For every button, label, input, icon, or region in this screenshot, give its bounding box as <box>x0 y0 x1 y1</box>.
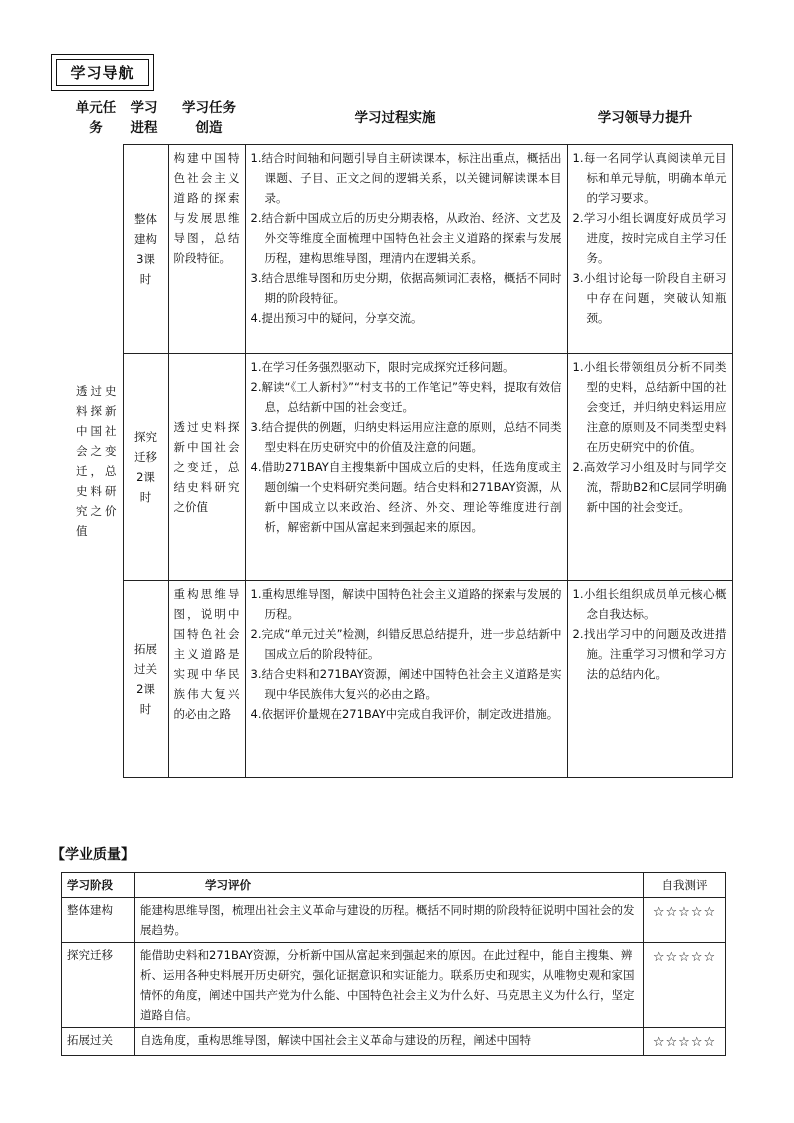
process-item: 4.依据评价量规在271BAY中完成自我评价，制定改进措施。 <box>250 707 559 721</box>
section-badge <box>51 54 154 91</box>
stage-cell: 拓展过关2课时 <box>123 581 168 778</box>
leadership-item: 2.高效学习小组及时与同学交流，帮助B2和C层同学明确新中国的社会变迁。 <box>572 460 727 514</box>
table-row <box>70 354 732 581</box>
process-item: 2.解读“《工人新村》”“村支书的工作笔记”等史料，提取有效信息，总结新中国的社会变迁。 <box>250 380 562 414</box>
leadership-item: 1.小组长带领组员分析不同类型的史料，总结新中国的社会变迁，并归纳史料运用应注意的原则及不同类型史料在历史研究中的价值。 <box>572 360 727 454</box>
column-header-process: 学习过程实施 <box>354 110 436 126</box>
task-cell: 重构思维导图，说明中国特色社会主义道路是实现中华民族伟大复兴的必由之路 <box>168 581 245 778</box>
table-row <box>62 943 726 1028</box>
process-cell <box>245 581 567 778</box>
quality-eval: 能借助史料和271BAY资源，分析新中国从富起来到强起来的原因。在此过程中，能自主搜集、辨析、运用各种史料展开历史研究，强化证据意识和实证能力。联系历史和现实，从唯物史观和家国情怀的角度，阐述中国共产党为什么能、中国特色社会主义为什么好、马克思主义为什么行，坚定道路自信。 <box>135 943 644 1028</box>
column-header-stage: 学习进程 <box>130 100 158 136</box>
quality-stage: 拓展过关 <box>62 1028 135 1056</box>
process-cell <box>245 145 567 354</box>
process-item: 2.完成“单元过关”检测，纠错反思总结提升，进一步总结新中国成立后的阶段特征。 <box>250 627 562 661</box>
leadership-item: 2.找出学习中的问题及改进措施。注重学习习惯和学习方法的总结内化。 <box>572 627 727 681</box>
header-self-assessment: 自我测评 <box>644 873 726 898</box>
stage-cell: 整体建构3课时 <box>123 145 168 354</box>
leadership-cell <box>567 145 732 354</box>
process-item: 3.结合史料和271BAY资源，阐述中国特色社会主义道路是实现中华民族伟大复兴的必由之路。 <box>250 667 562 701</box>
process-item: 1.重构思维导图，解读中国特色社会主义道路的探索与发展的历程。 <box>250 587 562 621</box>
process-item: 3.结合提供的例题，归纳史料运用应注意的原则，总结不同类型史料在历史研究中的价值及注意的问题。 <box>250 420 562 454</box>
column-header-unit-task: 单元任务 <box>75 100 117 136</box>
leadership-item: 1.小组长组织成员单元核心概念自我达标。 <box>572 587 727 621</box>
leadership-cell <box>567 581 732 778</box>
quality-eval: 能建构思维导图，梳理出社会主义革命与建设的历程。概括不同时期的阶段特征说明中国社会的发展趋势。 <box>135 898 644 943</box>
quality-stage: 探究迁移 <box>62 943 135 1028</box>
leadership-item: 1.每一名同学认真阅读单元目标和单元导航，明确本单元的学习要求。 <box>572 151 727 205</box>
task-cell: 透过史料探新中国社会之变迁，总结史料研究之价值 <box>168 354 245 581</box>
rating-stars[interactable]: ☆☆☆☆☆ <box>644 1028 726 1056</box>
process-item: 2.结合新中国成立后的历史分期表格，从政治、经济、文艺及外交等维度全面梳理中国特色社会主义道路的探索与发展历程，建构思维导图，理清内在逻辑关系。 <box>250 211 562 265</box>
section-badge-label: 学习导航 <box>56 59 149 86</box>
stage-cell: 探究迁移2课时 <box>123 354 168 581</box>
table-row <box>70 145 732 354</box>
header-stage: 学习阶段 <box>62 873 135 898</box>
table-header-row <box>62 873 726 898</box>
rating-stars[interactable]: ☆☆☆☆☆ <box>644 943 726 1028</box>
unit-task-cell: 透过史料探新中国社会之变迁，总史料研究之价值 <box>76 384 117 538</box>
process-item: 1.结合时间轴和问题引导自主研读课本，标注出重点，概括出课题、子目、正文之间的逻辑关系，以关键词解读课本目录。 <box>250 151 562 205</box>
quality-table <box>61 872 726 1056</box>
rating-stars[interactable]: ☆☆☆☆☆ <box>644 898 726 943</box>
table-row <box>70 581 732 778</box>
process-item: 4.提出预习中的疑问，分享交流。 <box>250 311 423 325</box>
task-cell: 构建中国特色社会主义道路的探索与发展思维导图，总结阶段特征。 <box>168 145 245 354</box>
leadership-item: 3.小组讨论每一阶段自主研习中存在问题，突破认知瓶颈。 <box>572 271 727 325</box>
leadership-cell <box>567 354 732 581</box>
table-row <box>62 898 726 943</box>
quality-section-title: 【学业质量】 <box>51 847 135 863</box>
process-item: 3.结合思维导图和历史分期，依据高频词汇表格，概括不同时期的阶段特征。 <box>250 271 562 305</box>
learning-guide-table <box>70 144 733 778</box>
column-header-task: 学习任务创造 <box>182 100 236 136</box>
process-cell <box>245 354 567 581</box>
quality-stage: 整体建构 <box>62 898 135 943</box>
process-item: 4.借助271BAY自主搜集新中国成立后的史料，任选角度或主题创编一个史料研究类问题。结合史料和271BAY资源，从新中国成立以来政治、经济、外交、理论等维度进行剖析，解密新中国从富起来到强起来的原因。 <box>250 460 562 534</box>
header-evaluation: 学习评价 <box>135 873 644 898</box>
quality-eval: 自选角度，重构思维导图，解读中国社会主义革命与建设的历程，阐述中国特 <box>135 1028 644 1056</box>
column-header-leadership: 学习领导力提升 <box>597 110 693 126</box>
table-row <box>62 1028 726 1056</box>
leadership-item: 2.学习小组长调度好成员学习进度，按时完成自主学习任务。 <box>572 211 727 265</box>
process-item: 1.在学习任务强烈驱动下，限时完成探究迁移问题。 <box>250 360 515 374</box>
